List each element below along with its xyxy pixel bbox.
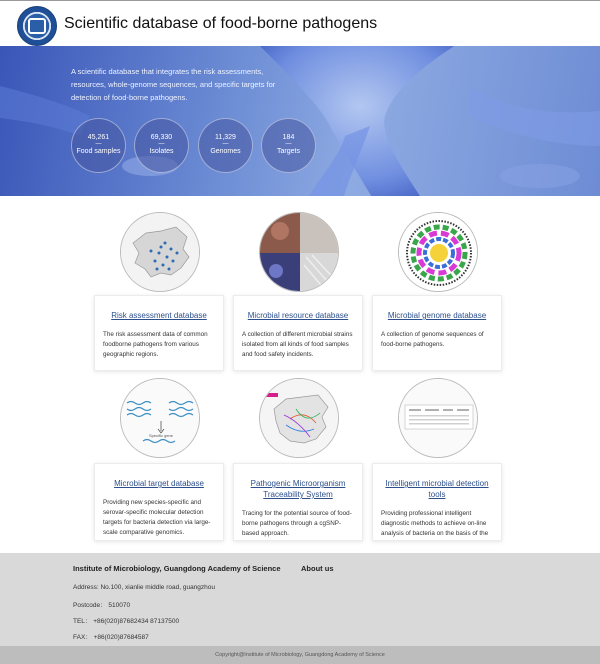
stat-food-samples[interactable] bbox=[71, 118, 126, 173]
card-description: Providing professional intelligent diagnostic methods to achieve on-line analysis of bacteria on the basis of the bbox=[381, 510, 489, 537]
card-risk-assessment[interactable] bbox=[94, 295, 224, 371]
stat-label: Food samples bbox=[76, 148, 121, 155]
site-footer bbox=[0, 553, 600, 646]
hero-banner bbox=[0, 46, 600, 196]
stat-dash: — bbox=[95, 141, 102, 147]
card-microbial-resource[interactable] bbox=[233, 295, 363, 371]
card-description: A collection of genome sequences of food-borne pathogens. bbox=[381, 331, 484, 348]
genome-circle-icon[interactable] bbox=[398, 212, 478, 292]
card-title-link[interactable]: Microbial genome database bbox=[387, 311, 487, 320]
stat-dash: — bbox=[158, 141, 165, 147]
trace-map-icon[interactable] bbox=[259, 378, 339, 458]
card-title-link[interactable]: Risk assessment database bbox=[111, 311, 207, 320]
footer-tel: TEL： +86(020)87682434 87137500 bbox=[73, 618, 180, 625]
stat-value: 45,261 bbox=[87, 134, 110, 141]
stat-value: 11,329 bbox=[215, 134, 236, 141]
copyright-bar: Copyright@Institute of Microbiology, Guangdong Academy of Science bbox=[0, 646, 600, 664]
footer-org-name: Institute of Microbiology, Guangdong Academy of Science bbox=[73, 564, 281, 573]
card-description: Providing new species-specific and serovar-specific molecular detection targets for bacteria detection via large-scale comparative genomics. bbox=[103, 499, 211, 536]
site-header bbox=[0, 0, 600, 46]
stat-value: 69,330 bbox=[150, 134, 173, 141]
stat-value: 184 bbox=[282, 134, 295, 141]
specific-gene-label: Specific gene bbox=[148, 433, 174, 438]
stat-isolates[interactable] bbox=[134, 118, 189, 173]
card-title-link[interactable]: Microbial target database bbox=[114, 479, 204, 488]
stat-genomes[interactable] bbox=[198, 118, 253, 173]
footer-address: Address: No.100, xianlie middle road, guangzhou bbox=[73, 584, 216, 591]
site-title[interactable]: Scientific database of food-borne pathogens bbox=[64, 15, 378, 32]
detection-tool-icon[interactable] bbox=[398, 378, 478, 458]
card-title-link[interactable]: Microbial resource database bbox=[247, 311, 349, 320]
stat-dash: — bbox=[222, 141, 229, 147]
microscopy-icon[interactable] bbox=[259, 212, 339, 292]
card-title-link[interactable]: Pathogenic Microorganism Traceability System bbox=[250, 479, 346, 499]
stat-targets[interactable] bbox=[261, 118, 316, 173]
stat-label: Isolates bbox=[149, 148, 174, 155]
stat-label: Genomes bbox=[210, 148, 241, 155]
dna-target-icon[interactable] bbox=[120, 378, 200, 458]
institute-logo[interactable] bbox=[17, 6, 57, 46]
card-traceability-system[interactable] bbox=[233, 463, 363, 541]
card-description: Tracing for the potential source of food-borne pathogens through a cgSNP-based approach. bbox=[242, 510, 352, 537]
footer-postcode: Postcode： 510070 bbox=[73, 602, 131, 609]
stat-label: Targets bbox=[277, 148, 300, 155]
footer-about-link[interactable]: About us bbox=[301, 564, 334, 573]
card-title-link[interactable]: Intelligent microbial detection tools bbox=[385, 479, 489, 499]
card-description: A collection of different microbial strains isolated from all kinds of food samples and food safety incidents. bbox=[242, 331, 353, 358]
card-description: The risk assessment data of common foodborne pathogens from various geographic regions. bbox=[103, 331, 208, 358]
china-map-icon[interactable] bbox=[120, 212, 200, 292]
stat-dash: — bbox=[285, 141, 292, 147]
footer-fax: FAX： +86(020)87684587 bbox=[73, 634, 149, 641]
hero-description: A scientific database that integrates the risk assessments, resources, whole-genome sequences, and specific targets for detection of food-borne pathogens. bbox=[71, 67, 276, 102]
card-microbial-target[interactable] bbox=[94, 463, 224, 541]
card-microbial-genome[interactable] bbox=[372, 295, 502, 371]
card-detection-tools[interactable] bbox=[372, 463, 502, 541]
